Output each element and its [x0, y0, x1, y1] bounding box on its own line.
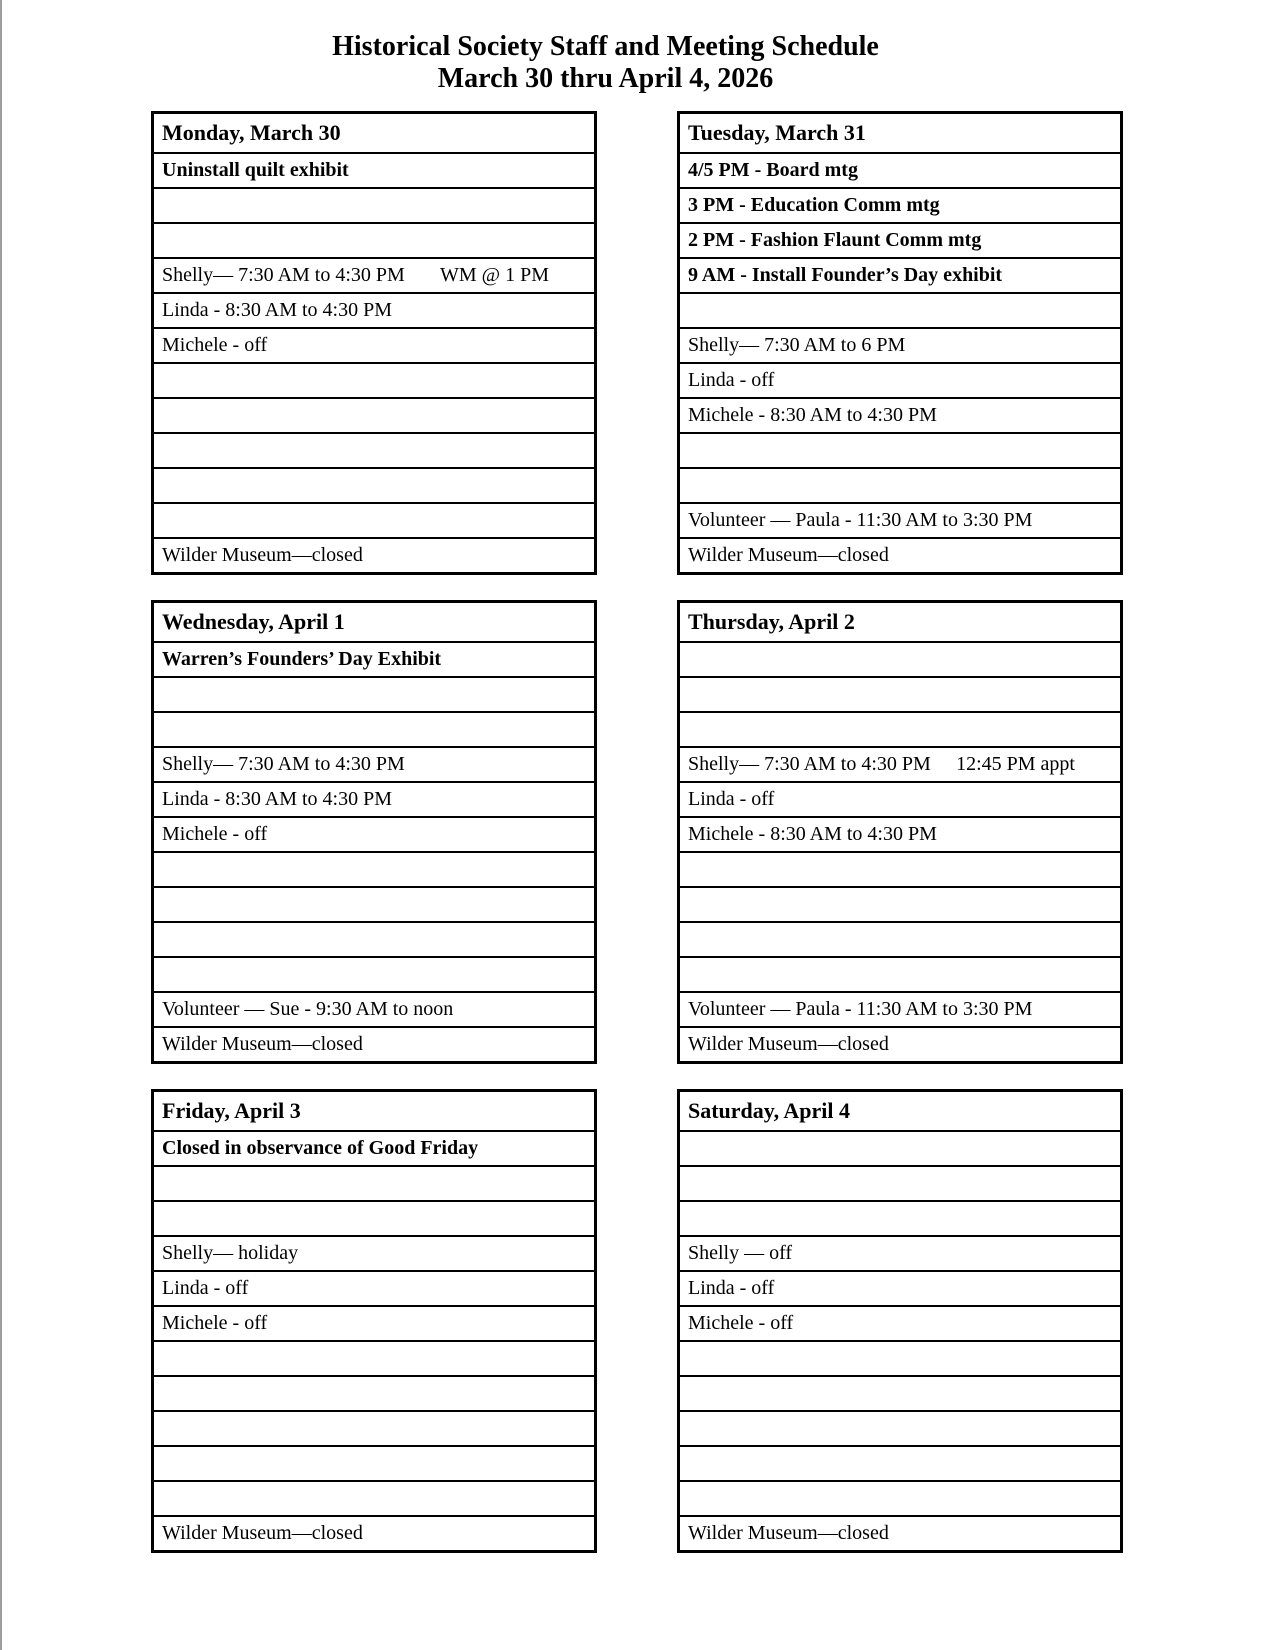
schedule-row [154, 711, 594, 746]
schedule-row [680, 327, 1120, 362]
row-text: 9 AM - Install Founder’s Day exhibit [688, 264, 1003, 287]
schedule-row [680, 397, 1120, 432]
schedule-row [680, 1026, 1120, 1061]
day-box-monday [151, 111, 597, 575]
schedule-row [680, 222, 1120, 257]
schedule-row [680, 1480, 1120, 1515]
row-text: Wilder Museum—closed [162, 544, 363, 567]
schedule-row [154, 851, 594, 886]
schedule-row [154, 502, 594, 537]
schedule-row [154, 781, 594, 816]
schedule-row [680, 152, 1120, 187]
schedule-row [680, 781, 1120, 816]
day-header-label: Monday, March 30 [162, 119, 341, 145]
schedule-row [154, 397, 594, 432]
schedule-row [154, 1445, 594, 1480]
day-header-label: Tuesday, March 31 [688, 119, 866, 145]
row-text: 3 PM - Education Comm mtg [688, 194, 940, 217]
row-text: Shelly— 7:30 AM to 4:30 PM [162, 753, 405, 776]
schedule-row [154, 641, 594, 676]
schedule-row [680, 502, 1120, 537]
row-text: Shelly— 7:30 AM to 4:30 PM [688, 753, 931, 776]
schedule-row [154, 886, 594, 921]
schedule-row [154, 1235, 594, 1270]
schedule-row [154, 1026, 594, 1061]
row-text: Volunteer — Paula - 11:30 AM to 3:30 PM [688, 998, 1033, 1021]
schedule-row [680, 537, 1120, 572]
day-box-saturday [677, 1089, 1123, 1553]
row-text: Shelly— holiday [162, 1242, 299, 1265]
day-header-tuesday [680, 114, 1120, 152]
schedule-row [680, 1515, 1120, 1550]
row-text: Linda - off [688, 788, 775, 811]
schedule-row [154, 1410, 594, 1445]
schedule-row [680, 1445, 1120, 1480]
row-text: Linda - off [688, 1277, 775, 1300]
schedule-row [680, 1410, 1120, 1445]
row-text: Warren’s Founders’ Day Exhibit [162, 648, 442, 671]
day-header-wednesday [154, 603, 594, 641]
schedule-row [154, 222, 594, 257]
schedule-row [680, 711, 1120, 746]
row-text: Michele - off [688, 1312, 794, 1335]
schedule-row [680, 292, 1120, 327]
schedule-row [680, 1375, 1120, 1410]
schedule-row [680, 816, 1120, 851]
schedule-row [680, 1165, 1120, 1200]
schedule-row [154, 1305, 594, 1340]
schedule-row [680, 432, 1120, 467]
row-text: Uninstall quilt exhibit [162, 159, 349, 182]
schedule-row [680, 187, 1120, 222]
row-text: Michele - 8:30 AM to 4:30 PM [688, 823, 937, 846]
schedule-row [154, 327, 594, 362]
schedule-row [154, 1130, 594, 1165]
day-box-thursday [677, 600, 1123, 1064]
schedule-row [680, 1305, 1120, 1340]
schedule-row [680, 1270, 1120, 1305]
row-text: Wilder Museum—closed [688, 1033, 889, 1056]
schedule-row [680, 467, 1120, 502]
schedule-row [154, 1200, 594, 1235]
day-header-friday [154, 1092, 594, 1130]
schedule-row [680, 1200, 1120, 1235]
row-right-text: WM @ 1 PM [440, 264, 549, 287]
page-title [0, 0, 1243, 95]
schedule-row [154, 676, 594, 711]
title-line-1: Historical Society Staff and Meeting Schedule [332, 31, 879, 62]
schedule-row [154, 956, 594, 991]
row-text: Shelly — off [688, 1242, 793, 1265]
schedule-row [154, 292, 594, 327]
row-text: Wilder Museum—closed [162, 1522, 363, 1545]
schedule-row [154, 921, 594, 956]
schedule-row [154, 467, 594, 502]
schedule-row [154, 432, 594, 467]
row-text: Linda - off [688, 369, 775, 392]
row-text: Wilder Museum—closed [162, 1033, 363, 1056]
row-text: 4/5 PM - Board mtg [688, 159, 858, 182]
schedule-row [154, 187, 594, 222]
row-text: Closed in observance of Good Friday [162, 1137, 479, 1160]
schedule-row [680, 676, 1120, 711]
schedule-row [154, 537, 594, 572]
day-header-label: Wednesday, April 1 [162, 608, 345, 634]
day-header-thursday [680, 603, 1120, 641]
schedule-row [680, 956, 1120, 991]
row-text: Wilder Museum—closed [688, 1522, 889, 1545]
schedule-row [680, 1340, 1120, 1375]
schedule-row [154, 1480, 594, 1515]
title-line-2: March 30 thru April 4, 2026 [437, 62, 774, 94]
row-text: Linda - off [162, 1277, 249, 1300]
day-box-wednesday [151, 600, 597, 1064]
row-text: Michele - 8:30 AM to 4:30 PM [688, 404, 937, 427]
row-text: 2 PM - Fashion Flaunt Comm mtg [688, 229, 982, 252]
row-text: Shelly— 7:30 AM to 4:30 PM [162, 264, 405, 287]
schedule-row [680, 257, 1120, 292]
schedule-row [154, 257, 594, 292]
schedule-row [154, 1165, 594, 1200]
row-right-text: 12:45 PM appt [956, 753, 1075, 776]
schedule-row [680, 641, 1120, 676]
row-text: Linda - 8:30 AM to 4:30 PM [162, 299, 393, 322]
schedule-row [680, 921, 1120, 956]
schedule-row [154, 991, 594, 1026]
schedule-row [154, 152, 594, 187]
schedule-row [154, 1515, 594, 1550]
schedule-row [680, 746, 1120, 781]
schedule-row [680, 1235, 1120, 1270]
schedule-row [154, 746, 594, 781]
day-header-label: Saturday, April 4 [688, 1097, 850, 1123]
schedule-row [680, 362, 1120, 397]
schedule-row [154, 816, 594, 851]
schedule-row [154, 362, 594, 397]
page-edge-line [0, 0, 2, 1650]
row-text: Volunteer — Sue - 9:30 AM to noon [162, 998, 454, 1021]
schedule-row [154, 1375, 594, 1410]
row-text: Volunteer — Paula - 11:30 AM to 3:30 PM [688, 509, 1033, 532]
row-text: Linda - 8:30 AM to 4:30 PM [162, 788, 393, 811]
row-text: Wilder Museum—closed [688, 544, 889, 567]
row-text: Michele - off [162, 1312, 268, 1335]
row-text: Michele - off [162, 823, 268, 846]
schedule-row [680, 886, 1120, 921]
schedule-row [154, 1340, 594, 1375]
schedule-row [680, 851, 1120, 886]
row-text: Michele - off [162, 334, 268, 357]
day-header-label: Friday, April 3 [162, 1097, 301, 1123]
schedule-row [680, 991, 1120, 1026]
schedule-row [154, 1270, 594, 1305]
day-header-saturday [680, 1092, 1120, 1130]
day-header-label: Thursday, April 2 [688, 608, 855, 634]
day-box-tuesday [677, 111, 1123, 575]
row-text: Shelly— 7:30 AM to 6 PM [688, 334, 906, 357]
day-header-monday [154, 114, 594, 152]
day-box-friday [151, 1089, 597, 1553]
schedule-row [680, 1130, 1120, 1165]
schedule-grid [151, 111, 1275, 1553]
